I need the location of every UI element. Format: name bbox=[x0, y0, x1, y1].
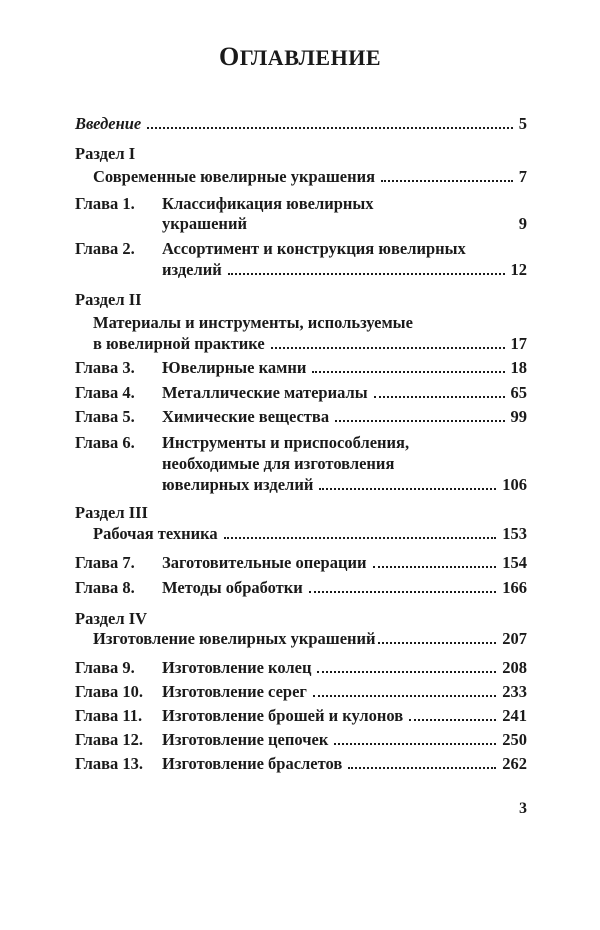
leader-dots bbox=[378, 642, 497, 644]
toc-chapter-6-cont[interactable]: ювелирных изделий 106 bbox=[162, 475, 527, 494]
toc-intro-label: Введение bbox=[75, 114, 142, 133]
toc-chapter-3[interactable]: Глава 3. Ювелирные камни 18 bbox=[75, 358, 527, 377]
toc-chapter-1[interactable]: Глава 1. Классификация ювелирных bbox=[75, 194, 374, 213]
toc-page: 12 bbox=[510, 260, 527, 279]
toc-intro[interactable] bbox=[75, 114, 527, 138]
toc-chapter-8[interactable]: Глава 8. Методы обработки 166 bbox=[75, 578, 527, 597]
chapter-number: Глава 8. bbox=[75, 578, 135, 597]
toc-chapter-1-cont[interactable]: украшений 9 bbox=[162, 214, 527, 233]
leader-dots bbox=[409, 719, 496, 721]
chapter-number: Глава 10. bbox=[75, 682, 144, 701]
toc-section-2-cont[interactable]: в ювелирной практике 17 bbox=[93, 334, 527, 353]
toc-page: 65 bbox=[510, 383, 527, 402]
toc-chapter-6-cont[interactable]: необходимые для изготовления bbox=[162, 454, 395, 473]
leader-dots bbox=[381, 180, 513, 182]
chapter-number: Глава 2. bbox=[75, 239, 135, 258]
leader-dots bbox=[271, 347, 505, 349]
toc-chapter-12[interactable]: Глава 12. Изготовление цепочек 250 bbox=[75, 730, 527, 749]
toc-section-1[interactable]: Современные ювелирные украшения 7 bbox=[93, 167, 527, 186]
leader-dots bbox=[373, 566, 497, 568]
leader-dots bbox=[348, 767, 496, 769]
toc-section-4[interactable]: Изготовление ювелирных украшений 207 bbox=[93, 629, 527, 648]
section-label: Раздел II bbox=[75, 290, 142, 309]
toc-page: 7 bbox=[518, 167, 527, 186]
leader-dots bbox=[228, 273, 505, 275]
toc-page: 241 bbox=[502, 706, 527, 725]
chapter-number: Глава 11. bbox=[75, 706, 143, 725]
toc-chapter-2[interactable]: Глава 2. Ассортимент и конструкция ювелирных bbox=[75, 239, 466, 258]
chapter-number: Глава 7. bbox=[75, 553, 135, 572]
leader-dots bbox=[335, 420, 504, 422]
toc-page: 9 bbox=[518, 214, 527, 233]
chapter-number: Глава 5. bbox=[75, 407, 135, 426]
chapter-number: Глава 13. bbox=[75, 754, 144, 773]
leader-dots bbox=[312, 371, 504, 373]
leader-dots bbox=[224, 537, 497, 539]
toc-page: 17 bbox=[510, 334, 527, 353]
toc-chapter-2-cont[interactable]: изделий 12 bbox=[162, 260, 527, 279]
toc-page: 99 bbox=[510, 407, 527, 426]
section-label: Раздел IV bbox=[75, 609, 148, 628]
toc-chapter-11[interactable]: Глава 11. Изготовление брошей и кулонов 241 bbox=[75, 706, 527, 725]
toc-chapter-6[interactable]: Глава 6. Инструменты и приспособления, bbox=[75, 433, 410, 452]
chapter-number: Глава 12. bbox=[75, 730, 144, 749]
toc-page: 262 bbox=[502, 754, 527, 773]
leader-dots bbox=[317, 671, 496, 673]
toc-chapter-7[interactable]: Глава 7. Заготовительные операции 154 bbox=[75, 553, 527, 572]
page-number: 3 bbox=[519, 800, 527, 817]
toc-section-3[interactable]: Рабочая техника 153 bbox=[93, 524, 527, 543]
leader-dots bbox=[334, 743, 496, 745]
toc-page: 250 bbox=[502, 730, 527, 749]
leader-dots bbox=[313, 695, 496, 697]
section-label: Раздел I bbox=[75, 144, 136, 163]
chapter-number: Глава 1. bbox=[75, 194, 135, 213]
toc-page: 154 bbox=[502, 553, 527, 572]
leader-dots bbox=[374, 396, 505, 398]
toc-page: 153 bbox=[502, 524, 527, 543]
chapter-number: Глава 4. bbox=[75, 383, 135, 402]
leader-dots bbox=[309, 591, 496, 593]
toc-page: 106 bbox=[502, 475, 527, 494]
page-title: ОГЛАВЛЕНИЕ bbox=[219, 42, 381, 71]
toc-page: 18 bbox=[510, 358, 527, 377]
chapter-number: Глава 3. bbox=[75, 358, 135, 377]
chapter-number: Глава 6. bbox=[75, 433, 135, 452]
toc-chapter-5[interactable]: Глава 5. Химические вещества 99 bbox=[75, 407, 527, 426]
toc-page: 208 bbox=[502, 658, 527, 677]
section-label: Раздел III bbox=[75, 503, 148, 522]
toc-page: 166 bbox=[502, 578, 527, 597]
leader-dots bbox=[147, 127, 512, 129]
toc-section-2[interactable]: Материалы и инструменты, используемые bbox=[93, 313, 413, 332]
chapter-number: Глава 9. bbox=[75, 658, 135, 677]
toc-chapter-10[interactable]: Глава 10. Изготовление серег 233 bbox=[75, 682, 527, 701]
toc-page: 233 bbox=[502, 682, 527, 701]
toc-chapter-13[interactable]: Глава 13. Изготовление браслетов 262 bbox=[75, 754, 527, 773]
toc-page: 5 bbox=[518, 114, 527, 133]
toc-page: 207 bbox=[502, 629, 527, 648]
leader-dots bbox=[319, 488, 496, 490]
toc-chapter-4[interactable]: Глава 4. Металлические материалы 65 bbox=[75, 383, 527, 402]
toc-chapter-9[interactable]: Глава 9. Изготовление колец 208 bbox=[75, 658, 527, 677]
